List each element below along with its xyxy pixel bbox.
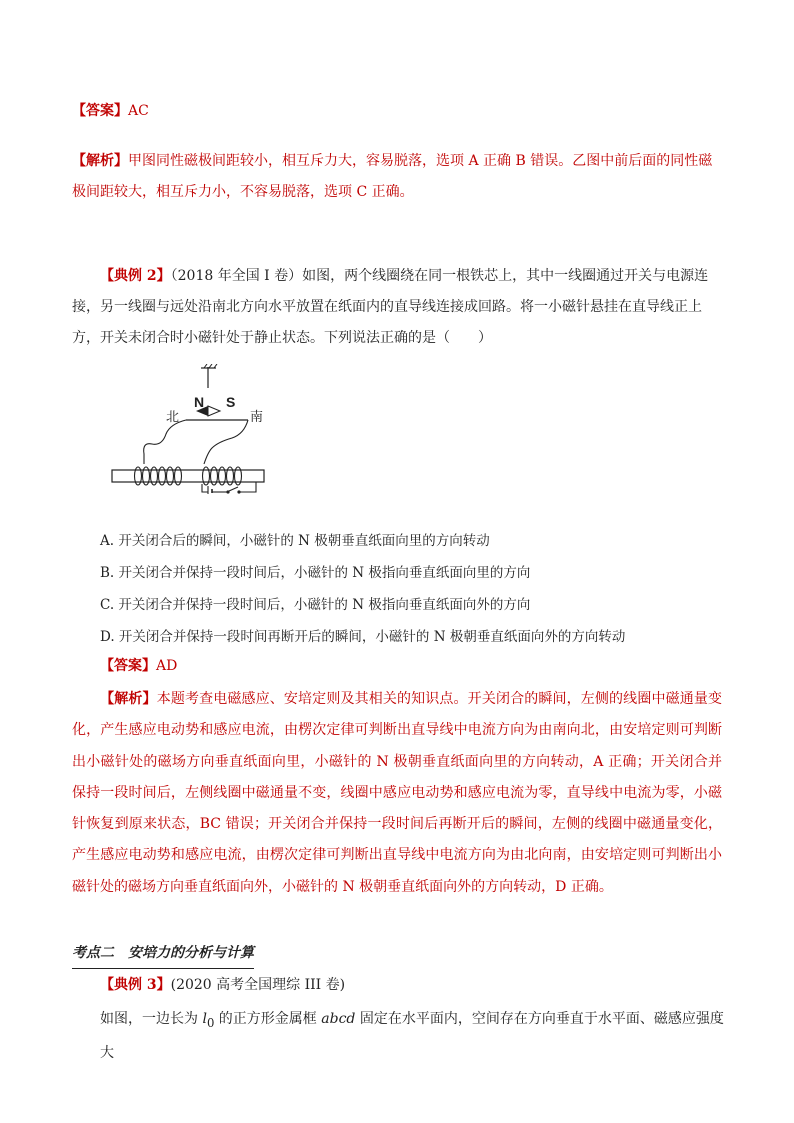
q3-text-3: 固定在水平面内，空间存在方向垂直于水平面、磁感应强度大 — [100, 1011, 724, 1061]
q3-var-sub: 0 — [206, 1015, 215, 1030]
option-d: D. 开关闭合并保持一段时间再断开后的瞬间，小磁针的 N 极朝垂直纸面向外的方向转动 — [100, 629, 626, 645]
q3-text-1: 如图，一边长为 — [100, 1011, 203, 1027]
coil-compass-figure — [108, 364, 268, 498]
north-label: 北 — [166, 410, 180, 425]
answer-1-value: AC — [128, 103, 149, 119]
option-a: A. 开关闭合后的瞬间，小磁针的 N 极朝垂直纸面向里的方向转动 — [100, 533, 490, 549]
q3-frame-name: abcd — [321, 1011, 356, 1027]
explanation-1 — [72, 146, 722, 208]
q3-var-l: l — [202, 1011, 207, 1027]
example-3-header — [100, 970, 345, 1000]
answer-1 — [72, 96, 722, 127]
south-label: 南 — [250, 410, 264, 425]
explanation-1-label: 【解析】 — [72, 153, 128, 169]
example-2-text: 如图，两个线圈绕在同一根铁芯上，其中一线圈通过开关与电源连接，另一线圈与远处沿南北方向水平放置在纸面内的直导线连接成回路。将一小磁针悬挂在直导线正上方，开关未闭合时小磁针处于静止状态。下列说法正确的是（ ） — [72, 268, 709, 346]
option-c: C. 开关闭合并保持一段时间后，小磁针的 N 极指向垂直纸面向外的方向 — [100, 597, 531, 613]
answer-2-value: AD — [156, 658, 178, 674]
example-3-question — [100, 1004, 725, 1068]
explanation-2-text: 本题考查电磁感应、安培定则及其相关的知识点。开关闭合的瞬间，左侧的线圈中磁通量变化，产生感应电动势和感应电流，由楞次定律可判断出直导线中电流方向为由南向北，由安培定则可判断出小磁针处的磁场方向垂直纸面向里，小磁针的 N 极朝垂直纸面向里的方向转动，A 正确；开关闭合并保持一段时间后，左侧线圈中磁通量不变，线圈中感应电动势和感应电流为零，直导线中电流为零，小磁针恢复到原来状态，BC 错误；开关闭合并保持一段时间后再断开后的瞬间，左侧的线圈中磁通量变化，产生感应电动势和感应电流，由楞次定律可判断出直导线中电流方向为由北向南，由安培定则可判断出小磁针处的磁场方向垂直纸面向外，小磁针的 N 极朝垂直纸面向外的方向转动，D 正确。 — [72, 691, 723, 895]
example-2-question — [72, 261, 722, 354]
explanation-1-text: 甲图同性磁极间距较小，相互斥力大，容易脱落，选项 A 正确 B 错误。乙图中前后面的同性磁极间距较大，相互斥力小，不容易脱落，选项 C 正确。 — [72, 153, 713, 200]
answer-2-label: 【答案】 — [100, 658, 156, 674]
answer-1-label: 【答案】 — [72, 103, 128, 119]
q3-text-2: 的正方形金属框 — [214, 1011, 322, 1027]
example-2-label: 【典例 2】 — [100, 268, 171, 284]
needle-s-half — [208, 406, 220, 416]
example-3-label: 【典例 3】 — [100, 977, 171, 993]
explanation-2 — [72, 684, 722, 903]
explanation-2-label: 【解析】 — [100, 691, 157, 707]
s-pole-label: S — [226, 394, 236, 410]
circuit-diagram — [108, 364, 268, 494]
example-2-options — [100, 525, 740, 653]
example-3-source: (2020 高考全国理综 III 卷) — [170, 977, 346, 993]
option-b: B. 开关闭合并保持一段时间后，小磁针的 N 极指向垂直纸面向里的方向 — [100, 565, 531, 581]
example-2-source: （2018 年全国 I 卷） — [170, 268, 303, 284]
section-heading: 考点二 安培力的分析与计算 — [72, 938, 254, 969]
answer-2 — [100, 651, 177, 682]
n-pole-label: N — [194, 394, 205, 410]
